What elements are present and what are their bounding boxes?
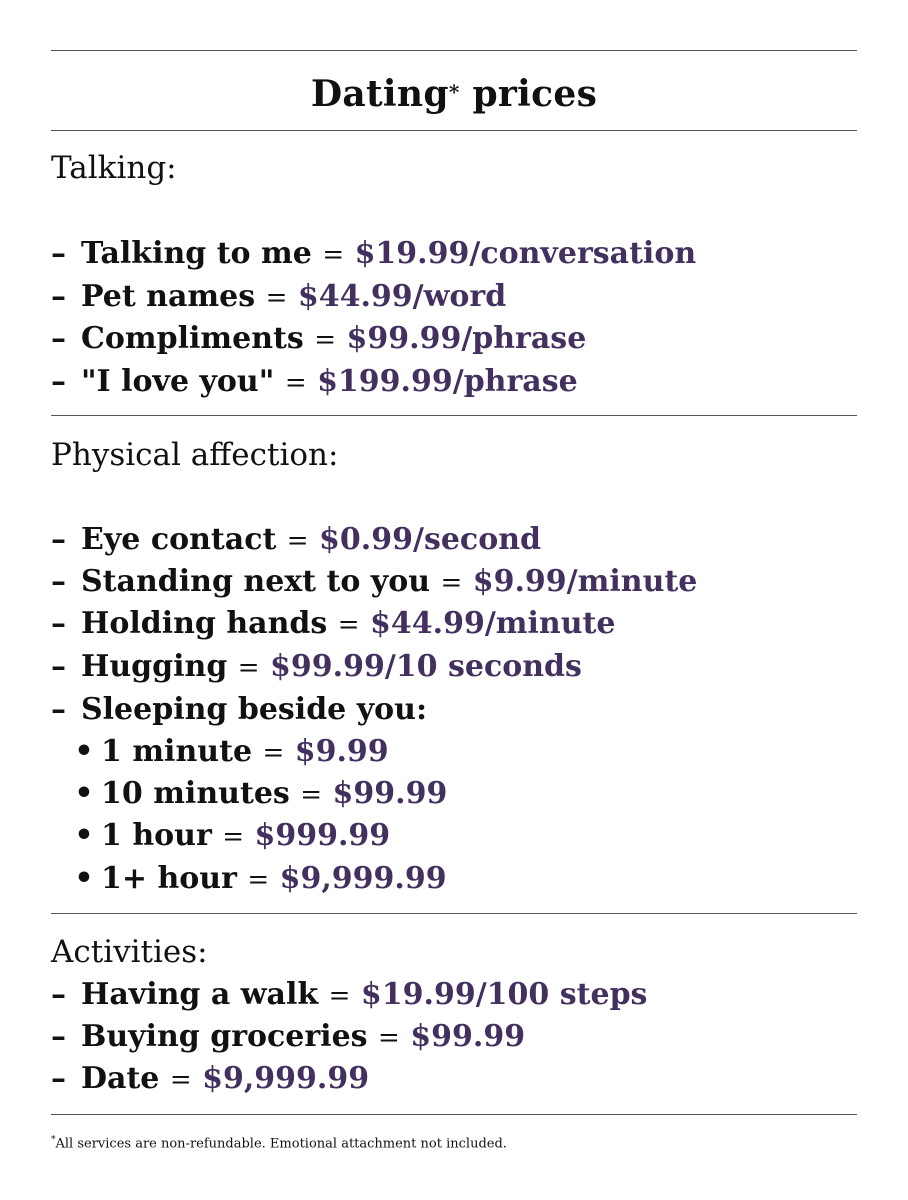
top-divider: [51, 50, 857, 51]
price-line: – Compliments = $99.99/phrase: [51, 321, 587, 356]
item-price: $99.99: [410, 1019, 526, 1054]
bullet-icon: •: [74, 818, 94, 853]
item-label: "I love you": [81, 364, 275, 399]
title-divider: [51, 130, 857, 131]
footnote: *All services are non-refundable. Emotional attachment not included.: [51, 1135, 507, 1152]
bullet-icon: •: [74, 776, 94, 811]
section-heading-physical-affection: Physical affection:: [51, 437, 339, 473]
item-price: $9,999.99: [279, 861, 447, 896]
section-heading-activities: Activities:: [51, 934, 208, 970]
item-label: Hugging: [81, 649, 228, 684]
price-line: – Pet names = $44.99/word: [51, 279, 507, 314]
item-label: Having a walk: [81, 977, 319, 1012]
price-line: – Having a walk = $19.99/100 steps: [51, 977, 648, 1012]
footnote-asterisk: *: [51, 1135, 56, 1145]
title-asterisk: *: [448, 80, 460, 104]
section-divider: [51, 913, 857, 914]
bullet-icon: •: [74, 734, 94, 769]
item-label: 1 hour: [101, 818, 212, 853]
item-price: $9.99: [294, 734, 389, 769]
price-line: – Buying groceries = $99.99: [51, 1019, 526, 1054]
item-label: Eye contact: [81, 522, 277, 557]
sub-price-line: • 1 minute = $9.99: [67, 731, 389, 774]
price-line: – Date = $9,999.99: [51, 1061, 370, 1096]
price-line: – Hugging = $99.99/10 seconds: [51, 649, 582, 684]
item-label: Talking to me: [81, 236, 312, 271]
section-heading-talking: Talking:: [51, 150, 177, 186]
price-line: – Sleeping beside you:: [51, 692, 428, 727]
page-title: Dating* prices: [310, 73, 598, 115]
bullet-icon: •: [74, 861, 94, 896]
price-line: – Holding hands = $44.99/minute: [51, 606, 616, 641]
sub-price-line: • 1 hour = $999.99: [67, 815, 390, 858]
item-price: $9.99/minute: [472, 564, 698, 599]
item-price: $44.99/minute: [370, 606, 616, 641]
item-label: Buying groceries: [81, 1019, 368, 1054]
item-price: $99.99/10 seconds: [270, 649, 582, 684]
price-line: – "I love you" = $199.99/phrase: [51, 364, 578, 399]
price-sheet: [51, 0, 857, 1200]
price-line: – Talking to me = $19.99/conversation: [51, 236, 697, 271]
item-price: $44.99/word: [297, 279, 507, 314]
price-line: – Eye contact = $0.99/second: [51, 522, 541, 557]
item-price: $999.99: [254, 818, 391, 853]
item-label: Holding hands: [81, 606, 328, 641]
item-price: $19.99/conversation: [354, 236, 697, 271]
item-price: $9,999.99: [202, 1061, 370, 1096]
item-label: 10 minutes: [101, 776, 290, 811]
item-label: 1 minute: [101, 734, 253, 769]
item-label: 1+ hour: [101, 861, 237, 896]
sub-price-line: • 1+ hour = $9,999.99: [67, 858, 447, 901]
price-line: – Standing next to you = $9.99/minute: [51, 564, 698, 599]
item-price: $99.99/phrase: [346, 321, 587, 356]
item-label: Sleeping beside you:: [81, 692, 428, 727]
section-divider: [51, 415, 857, 416]
item-label: Standing next to you: [81, 564, 431, 599]
item-label: Compliments: [81, 321, 304, 356]
item-price: $199.99/phrase: [317, 364, 578, 399]
footer-divider: [51, 1114, 857, 1115]
item-price: $99.99: [332, 776, 448, 811]
item-label: Pet names: [81, 279, 256, 314]
item-label: Date: [81, 1061, 160, 1096]
item-price: $0.99/second: [319, 522, 541, 557]
sub-price-line: • 10 minutes = $99.99: [67, 773, 447, 816]
item-price: $19.99/100 steps: [360, 977, 648, 1012]
